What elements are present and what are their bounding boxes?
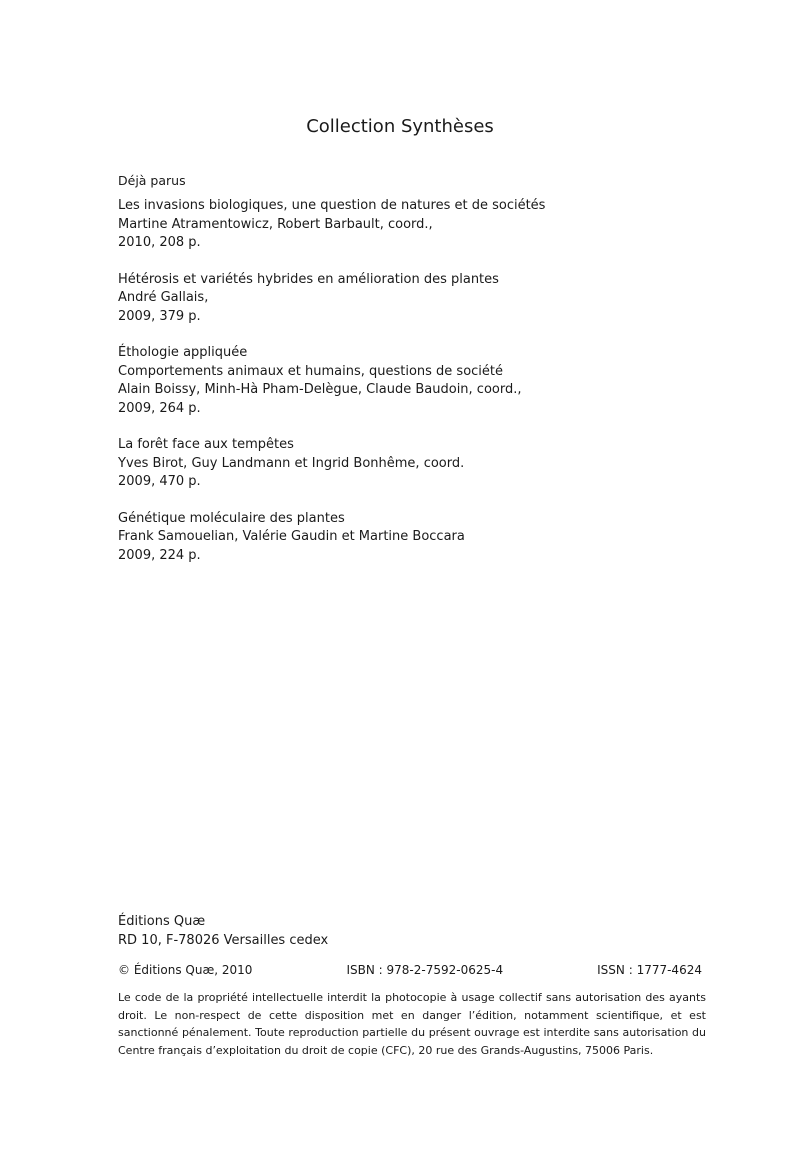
publisher-block — [118, 913, 328, 950]
copyright-notice: © Éditions Quæ, 2010 — [118, 963, 253, 977]
book-list — [118, 197, 718, 583]
book-authors: André Gallais, — [118, 290, 209, 305]
issn-number: ISSN : 1777-4624 — [597, 963, 702, 977]
book-authors: Frank Samouelian, Valérie Gaudin et Martine Boccara — [118, 529, 465, 544]
isbn-number: ISBN : 978-2-7592-0625-4 — [346, 963, 504, 977]
page-title: Collection Synthèses — [306, 116, 494, 137]
book-year-pages: 2010, 208 p. — [118, 235, 201, 250]
book-entry-3 — [118, 344, 718, 418]
book-entry-2 — [118, 271, 718, 327]
publisher-name: Éditions Quæ — [118, 914, 206, 929]
book-year-pages: 2009, 379 p. — [118, 308, 201, 324]
book-title: Génétique moléculaire des plantes — [118, 510, 345, 526]
book-authors: Alain Boissy, Minh-Hà Pham-Delègue, Claude Baudoin, coord., — [118, 382, 522, 397]
book-title: Les invasions biologiques, une question de natures et de sociétés — [118, 198, 546, 213]
book-entry-4 — [118, 436, 718, 492]
book-title: La forêt face aux tempêtes — [118, 437, 294, 452]
book-entry-5 — [118, 510, 718, 566]
book-title: Éthologie appliquée — [118, 345, 248, 360]
rights-row — [118, 961, 702, 979]
publisher-address: RD 10, F-78026 Versailles cedex — [118, 932, 329, 948]
book-year-pages: 2009, 470 p. — [118, 474, 201, 489]
book-title: Hétérosis et variétés hybrides en amélioration des plantes — [118, 271, 499, 287]
book-authors: Yves Birot, Guy Landmann et Ingrid Bonhême, coord. — [118, 455, 465, 471]
book-year-pages: 2009, 264 p. — [118, 400, 201, 416]
legal-notice: Le code de la propriété intellectuelle interdit la photocopie à usage collectif sans autorisation des ayants droit. Le non-respect de cette disposition met en danger l’édition, notamment scientifique, et est sanctionné pénalement. Toute reproduction partielle du présent ouvrage est interdite sans autorisation du Centre français d’exploitation du droit de copie (CFC), 20 rue des Grands-Augustins, 75006 Paris. — [118, 991, 706, 1057]
book-year-pages: 2009, 224 p. — [118, 547, 201, 563]
book-entry-1 — [118, 197, 718, 253]
book-authors: Martine Atramentowicz, Robert Barbault, coord., — [118, 216, 433, 232]
book-subtitle: Comportements animaux et humains, questions de société — [118, 363, 504, 379]
section-heading: Déjà parus — [118, 173, 186, 188]
